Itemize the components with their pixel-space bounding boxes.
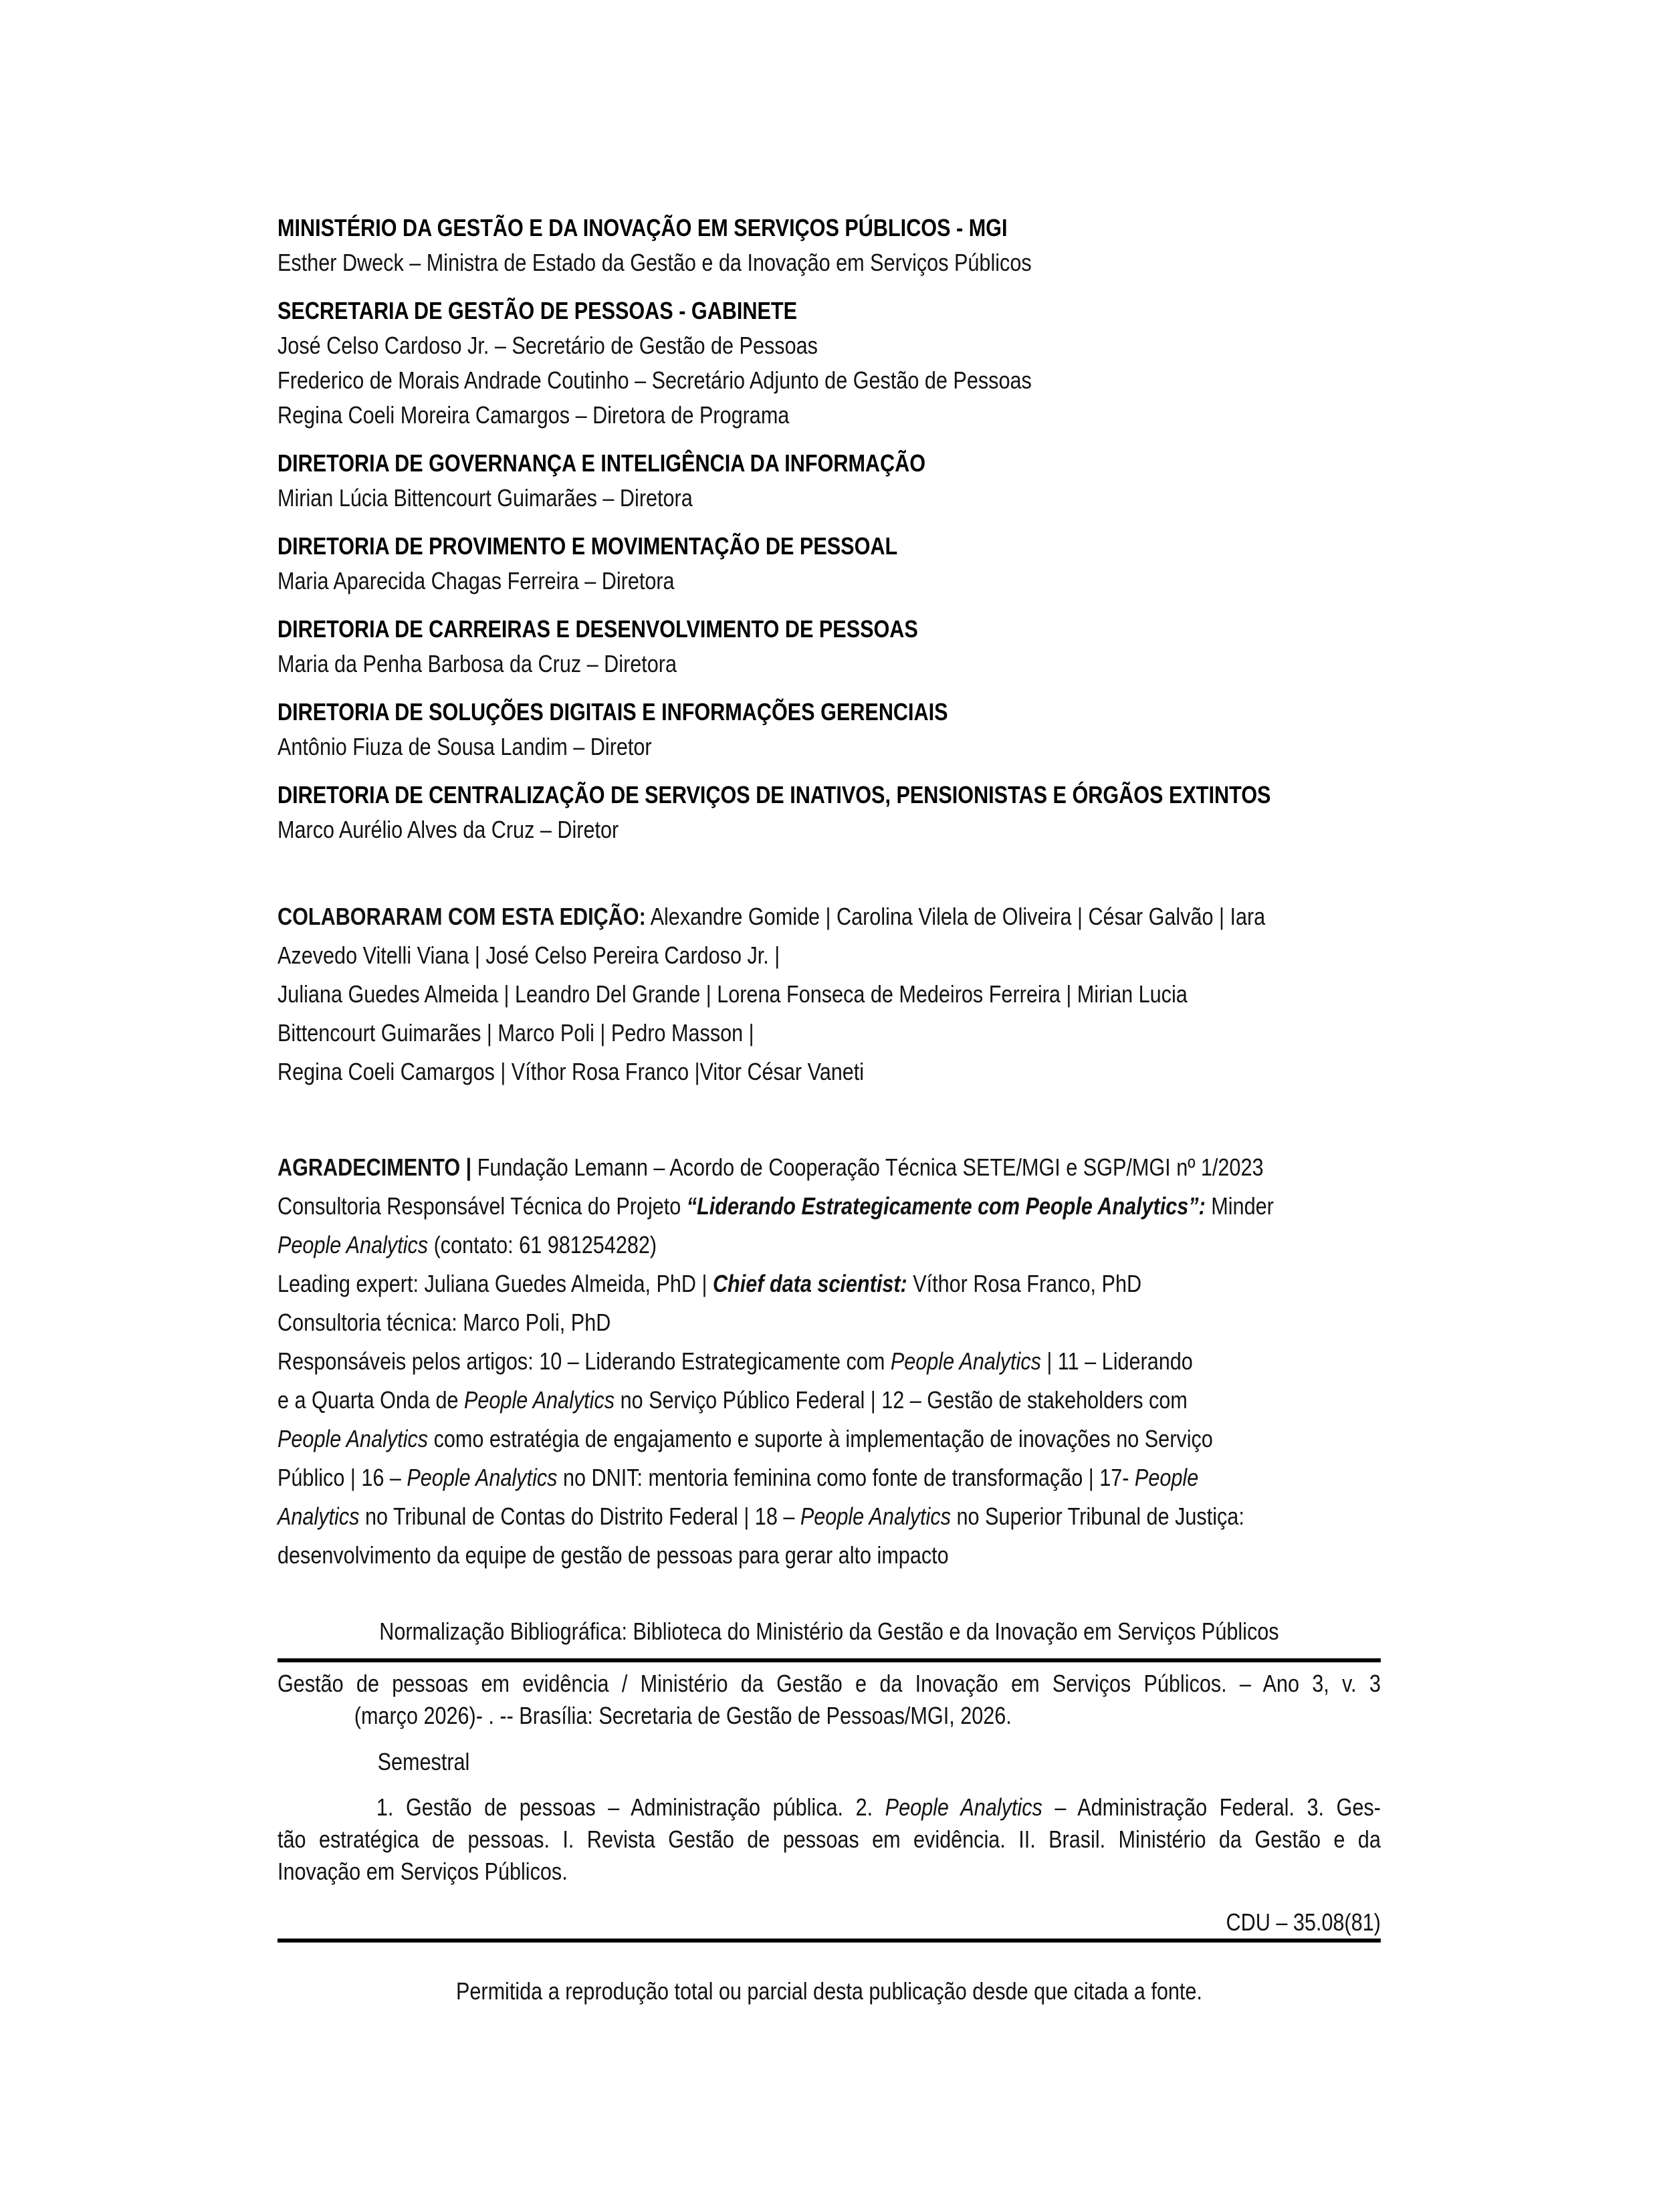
text-segment: People Analytics [885, 1793, 1042, 1821]
org-section-heading: SECRETARIA DE GESTÃO DE PESSOAS - GABINETE [278, 297, 798, 324]
text-segment: e a Quarta Onda de [278, 1386, 464, 1414]
acknowledgement-line [278, 1226, 1381, 1264]
text-segment: Consultoria técnica: Marco Poli, PhD [278, 1309, 611, 1336]
text-segment: Fundação Lemann – Acordo de Cooperação Técnica SETE/MGI e SGP/MGI nº 1/2023 [471, 1153, 1264, 1181]
collaborators-line [278, 936, 1381, 975]
person-line: Antônio Fiuza de Sousa Landim – Diretor [278, 733, 652, 760]
person-line: Regina Coeli Moreira Camargos – Diretora de Programa [278, 401, 790, 429]
acknowledgement-block [278, 1148, 1381, 1575]
text-segment: People Analytics [463, 1386, 615, 1414]
catalog-subjects-line [278, 1823, 1381, 1856]
responsible-articles-line [278, 1497, 1381, 1536]
text-segment: – Administração Federal. 3. Ges- [1042, 1793, 1381, 1821]
org-section-heading: DIRETORIA DE SOLUÇÕES DIGITAIS E INFORMAÇÕES GERENCIAIS [278, 698, 948, 726]
text-segment: Chief data scientist: [712, 1270, 907, 1297]
text-segment: Leading expert: Juliana Guedes Almeida, PhD | [278, 1270, 713, 1297]
text-segment: People [1134, 1464, 1199, 1491]
text-segment: Alexandre Gomide | Carolina Vilela de Oliveira | César Galvão | Iara [645, 903, 1266, 930]
person-line: Frederico de Morais Andrade Coutinho – Secretário Adjunto de Gestão de Pessoas [278, 366, 1032, 394]
responsible-articles-line [278, 1536, 1381, 1575]
text-segment: no Superior Tribunal de Justiça: [950, 1503, 1244, 1530]
text-segment: People Analytics [407, 1464, 558, 1491]
org-section-governance [278, 446, 1381, 516]
text-segment: People Analytics [800, 1503, 951, 1530]
collaborators-line [278, 1053, 1381, 1091]
collaborators-line [278, 1014, 1381, 1053]
text-segment: Público | 16 – [278, 1464, 407, 1491]
person-line: Marco Aurélio Alves da Cruz – Diretor [278, 816, 619, 843]
org-section-secretariat [278, 294, 1381, 433]
acknowledgement-line [278, 1303, 1381, 1342]
text-segment: 1. Gestão de pessoas – Administração pública. 2. [376, 1793, 885, 1821]
text-segment: no Serviço Público Federal | 12 – Gestão de stakeholders com [615, 1386, 1188, 1414]
catalog-subjects-line [278, 1856, 1381, 1888]
responsible-articles-line [278, 1381, 1381, 1420]
acknowledgement-line [278, 1148, 1381, 1187]
text-segment: Regina Coeli Camargos | Víthor Rosa Franco |Vitor César Vaneti [278, 1058, 865, 1085]
catalog-entry-line: (março 2026)- . -- Brasília: Secretaria de Gestão de Pessoas/MGI, 2026. [354, 1702, 1012, 1729]
text-segment: (contato: 61 981254282) [428, 1231, 657, 1258]
responsible-articles-line [278, 1342, 1381, 1381]
masthead-org-list [278, 211, 1381, 847]
text-segment: Bittencourt Guimarães | Marco Poli | Pedro Masson | [278, 1019, 754, 1046]
content-column [278, 0, 1381, 2212]
org-section-heading: DIRETORIA DE PROVIMENTO E MOVIMENTAÇÃO DE PESSOAL [278, 532, 898, 560]
catalog-bottom-rule [278, 1939, 1381, 1943]
catalog-top-rule [278, 1658, 1381, 1662]
person-line: José Celso Cardoso Jr. – Secretário de Gestão de Pessoas [278, 332, 818, 359]
text-segment: People Analytics [890, 1347, 1041, 1375]
text-segment: tão estratégica de pessoas. I. Revista Gestão de pessoas em evidência. II. Brasil. Ministério da Gestão e da [278, 1826, 1381, 1853]
text-segment: Azevedo Vitelli Viana | José Celso Pereira Cardoso Jr. | [278, 942, 780, 969]
org-section-heading: MINISTÉRIO DA GESTÃO E DA INOVAÇÃO EM SERVIÇOS PÚBLICOS - MGI [278, 214, 1008, 241]
org-section-provision [278, 529, 1381, 598]
collaborators-line [278, 975, 1381, 1014]
text-segment: como estratégia de engajamento e suporte à implementação de inovações no Serviço [428, 1425, 1213, 1452]
acknowledgement-line [278, 1187, 1381, 1226]
responsible-articles-line [278, 1420, 1381, 1458]
org-section-digital-solutions [278, 695, 1381, 764]
catalog-card [278, 1616, 1381, 2007]
person-line: Esther Dweck – Ministra de Estado da Gestão e da Inovação em Serviços Públicos [278, 249, 1032, 276]
person-line: Maria Aparecida Chagas Ferreira – Diretora [278, 567, 675, 594]
text-segment: Inovação em Serviços Públicos. [278, 1858, 568, 1885]
text-segment: desenvolvimento da equipe de gestão de pessoas para gerar alto impacto [278, 1541, 949, 1569]
text-segment: People Analytics [278, 1231, 429, 1258]
text-segment: AGRADECIMENTO | [278, 1153, 472, 1181]
reproduction-permission-note: Permitida a reprodução total ou parcial desta publicação desde que citada a fonte. [455, 1977, 1202, 2005]
org-section-careers [278, 612, 1381, 681]
text-segment: Juliana Guedes Almeida | Leandro Del Grande | Lorena Fonseca de Medeiros Ferreira | Mirian Lucia [278, 980, 1188, 1008]
catalog-frequency: Semestral [377, 1748, 470, 1775]
collaborators-block [278, 897, 1381, 1091]
text-segment: COLABORARAM COM ESTA EDIÇÃO: [278, 903, 646, 930]
responsible-articles-line [278, 1458, 1381, 1497]
text-segment: no Tribunal de Contas do Distrito Federal | 18 – [359, 1503, 800, 1530]
text-segment: no DNIT: mentoria feminina como fonte de transformação | 17- [557, 1464, 1135, 1491]
person-line: Mirian Lúcia Bittencourt Guimarães – Diretora [278, 484, 693, 512]
org-section-heading: DIRETORIA DE CENTRALIZAÇÃO DE SERVIÇOS DE INATIVOS, PENSIONISTAS E ÓRGÃOS EXTINTOS [278, 781, 1271, 808]
collaborators-line [278, 897, 1381, 936]
cdu-classification: CDU – 35.08(81) [1226, 1908, 1381, 1936]
org-section-centralization [278, 778, 1381, 847]
text-segment: Víthor Rosa Franco, PhD [907, 1270, 1142, 1297]
org-section-heading: DIRETORIA DE CARREIRAS E DESENVOLVIMENTO DE PESSOAS [278, 615, 918, 643]
text-segment: Minder [1205, 1192, 1274, 1220]
text-segment: People Analytics [278, 1425, 429, 1452]
person-line: Maria da Penha Barbosa da Cruz – Diretora [278, 650, 677, 677]
text-segment: | 11 – Liderando [1040, 1347, 1193, 1375]
bibliographic-normalization-line: Normalização Bibliográfica: Biblioteca do Ministério da Gestão e da Inovação em Serviços Públicos [379, 1618, 1279, 1645]
text-segment: Responsáveis pelos artigos: 10 – Liderando Estrategicamente com [278, 1347, 891, 1375]
text-segment: “Liderando Estrategicamente com People Analytics”: [686, 1192, 1206, 1220]
acknowledgement-line [278, 1264, 1381, 1303]
text-segment: Analytics [278, 1503, 360, 1530]
text-segment: Consultoria Responsável Técnica do Projeto [278, 1192, 687, 1220]
org-section-heading: DIRETORIA DE GOVERNANÇA E INTELIGÊNCIA DA INFORMAÇÃO [278, 449, 926, 477]
catalog-subjects-line [278, 1791, 1381, 1823]
org-section-ministry [278, 211, 1381, 280]
catalog-entry-line: Gestão de pessoas em evidência / Ministério da Gestão e da Inovação em Serviços Públicos. – Ano 3, v. 3 [278, 1670, 1381, 1697]
